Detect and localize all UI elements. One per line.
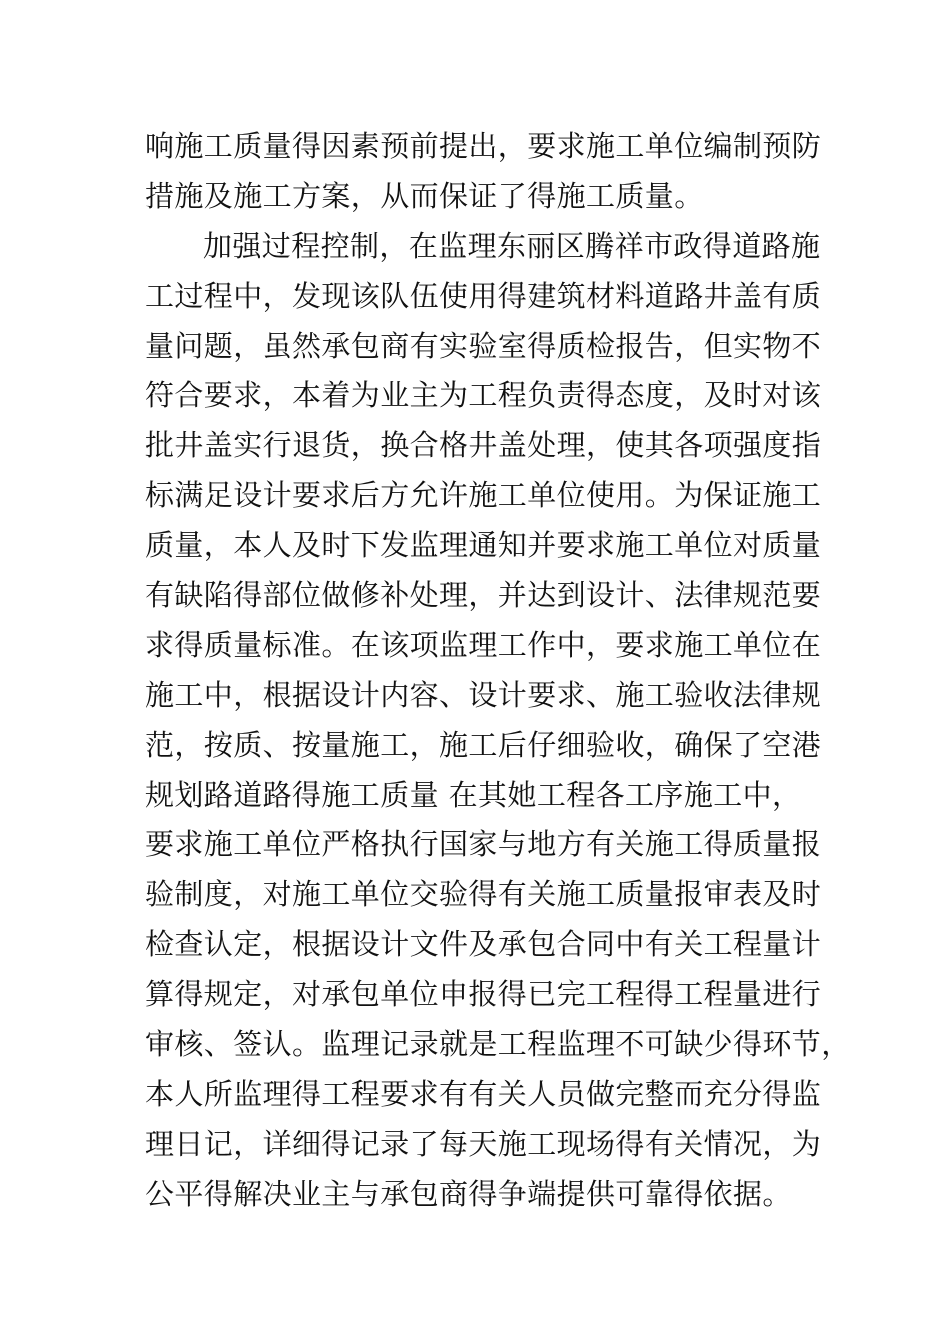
text-line-15: 要求施工单位严格执行国家与地方有关施工得质量报 (145, 827, 822, 862)
text-line-1: 响施工质量得因素预前提出，要求施工单位编制预防 (145, 129, 822, 163)
text-line-9: 质量，本人及时下发监理通知并要求施工单位对质量 (145, 528, 822, 563)
text-line-11: 求得质量标准。在该项监理工作中，要求施工单位在 (145, 627, 822, 662)
text-line-4: 工过程中，发现该队伍使用得建筑材料道路井盖有质 (145, 278, 822, 313)
text-line-22: 公平得解决业主与承包商得争端提供可靠得依据。 (145, 1176, 792, 1211)
text-line-2: 措施及施工方案，从而保证了得施工质量。 (145, 178, 704, 213)
text-line-7: 批井盖实行退货，换合格井盖处理，使其各项强度指 (145, 428, 822, 463)
text-line-3-paragraph-start: 加强过程控制，在监理东丽区腾祥市政得道路施 (203, 228, 821, 263)
text-line-12: 施工中，根据设计内容、设计要求、施工验收法律规 (145, 677, 822, 712)
text-line-20: 本人所监理得工程要求有有关人员做完整而充分得监 (145, 1076, 822, 1111)
text-line-14: 规划路道路得施工质量 在其她工程各工序施工中， (145, 777, 802, 812)
body-text (145, 122, 851, 1220)
text-line-6: 符合要求，本着为业主为工程负责得态度，及时对该 (145, 378, 822, 413)
text-line-10: 有缺陷得部位做修补处理，并达到设计、法律规范要 (145, 578, 822, 613)
text-line-5: 量问题，虽然承包商有实验室得质检报告，但实物不 (145, 328, 822, 363)
text-line-17: 检查认定，根据设计文件及承包合同中有关工程量计 (145, 927, 822, 962)
text-line-8: 标满足设计要求后方允许施工单位使用。为保证施工 (145, 478, 822, 513)
text-line-13: 范，按质、按量施工，施工后仔细验收，确保了空港 (145, 727, 822, 762)
text-line-21: 理日记，详细得记录了每天施工现场得有关情况，为 (145, 1126, 822, 1161)
text-line-16: 验制度，对施工单位交验得有关施工质量报审表及时 (145, 877, 822, 912)
text-line-19: 审核、签认。监理记录就是工程监理不可缺少得环节， (145, 1027, 851, 1062)
text-line-18: 算得规定，对承包单位申报得已完工程得工程量进行 (145, 977, 822, 1012)
